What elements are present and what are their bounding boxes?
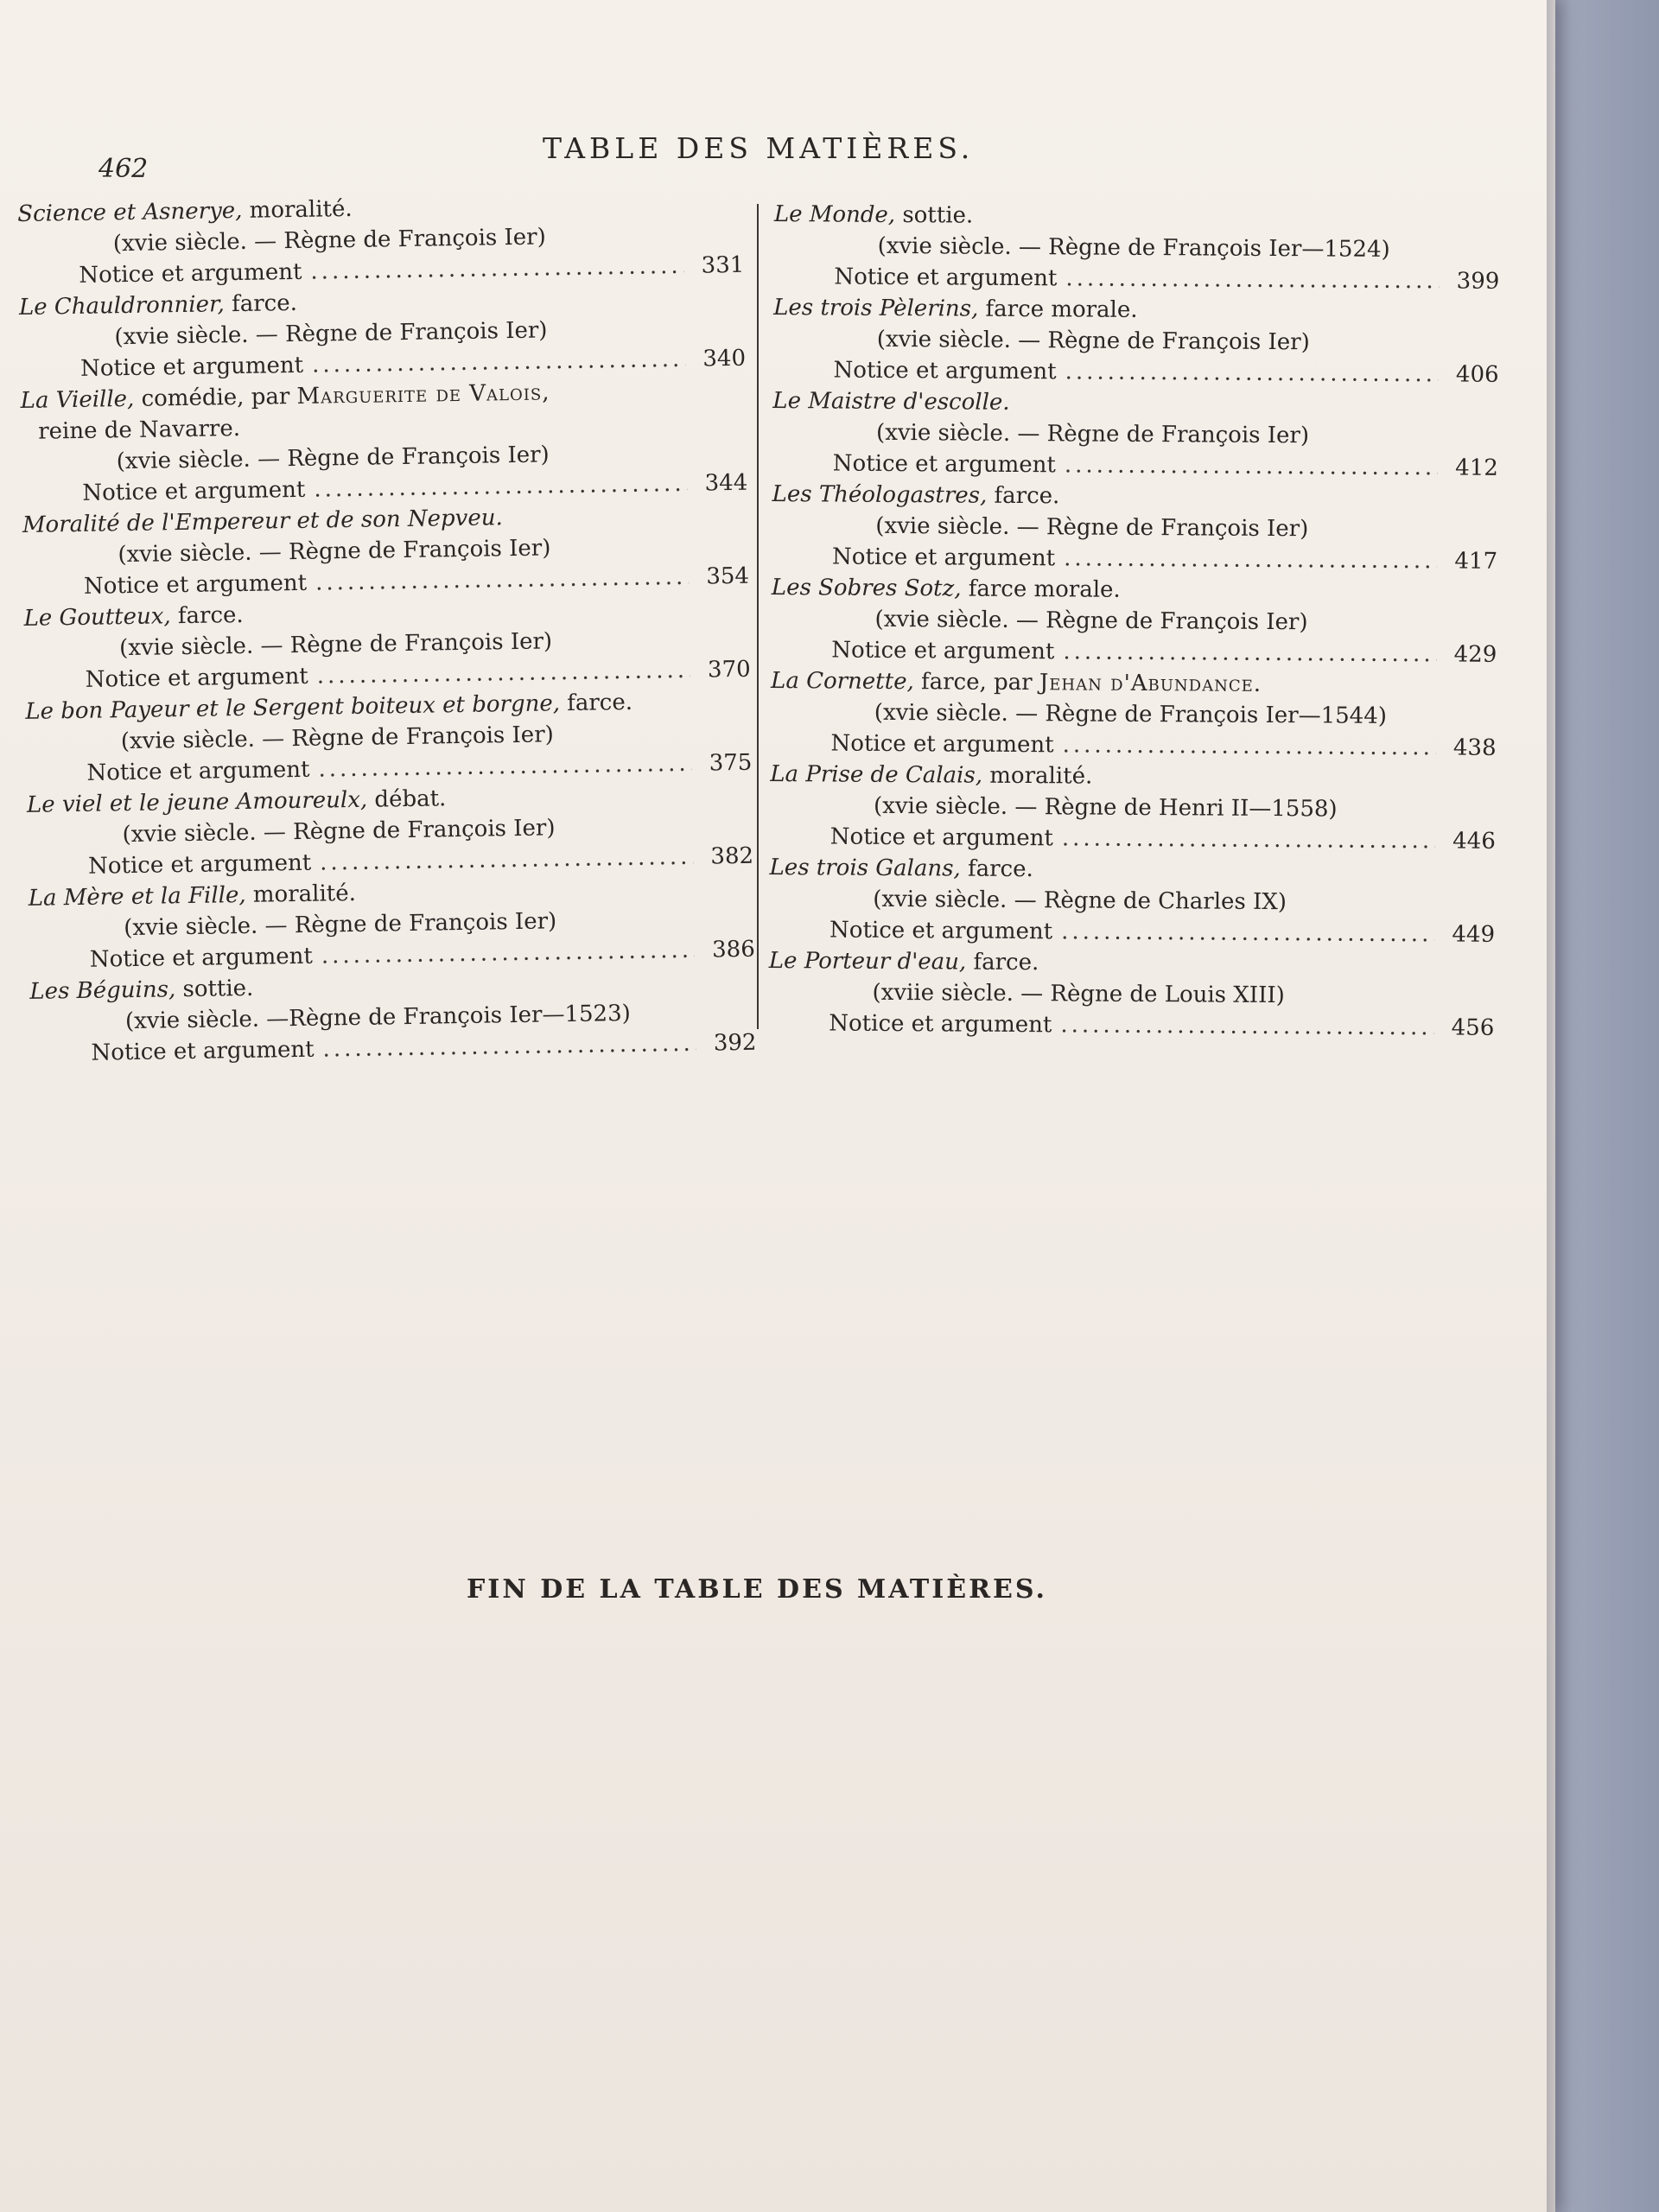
entry-genre: farce morale. [978, 296, 1138, 323]
notice-label: Notice et argument [831, 637, 1055, 665]
entry-genre: moralité. [242, 195, 353, 224]
toc-entry [772, 479, 1498, 577]
end-note: FIN DE LA TABLE DES MATIÈRES. [467, 1574, 1047, 1605]
toc-entry [19, 281, 747, 385]
entry-genre: débat. [366, 785, 447, 813]
entry-genre: sottie. [175, 975, 254, 1003]
entry-title-line [769, 945, 1495, 982]
entry-genre: farce. [224, 289, 298, 318]
dot-leader [1064, 543, 1437, 576]
dot-leader [1061, 916, 1434, 950]
toc-entry [25, 685, 753, 790]
entry-title: Les Théologastres, [772, 480, 988, 509]
entry-title: Les Sobres Sotz, [771, 574, 962, 602]
entry-reign: (xvie siècle. — Règne de François Ier) [116, 442, 550, 475]
notice-label: Notice et argument [833, 357, 1057, 385]
notice-label: Notice et argument [834, 264, 1058, 292]
entry-genre: comédie, par [134, 383, 297, 412]
entry-genre: moralité. [982, 762, 1093, 790]
entry-notice-line [772, 448, 1498, 484]
notice-label: Notice et argument [832, 450, 1057, 479]
dot-leader [322, 1028, 696, 1065]
entry-page-number: 382 [710, 842, 754, 870]
entry-genre: moralité. [245, 880, 357, 908]
dot-leader [1065, 449, 1438, 483]
entry-title: Le Porteur d'eau, [768, 947, 967, 976]
entry-page-number: 417 [1454, 548, 1498, 575]
entry-page-number: 429 [1453, 641, 1497, 668]
dot-leader [312, 344, 685, 381]
entry-page-number: 386 [711, 936, 755, 963]
entry-reign: (xvie siècle. — Règne de François Ier—1544) [874, 699, 1388, 729]
entry-notice-line [770, 728, 1496, 764]
entry-title-line [771, 665, 1497, 702]
entry-genre: farce. [170, 601, 244, 630]
entry-title: La Cornette, [770, 667, 914, 696]
entry-genre: farce, par [913, 669, 1040, 696]
notice-label: Notice et argument [830, 823, 1053, 852]
entry-reign: (xvie siècle. —Règne de François Ier—1523) [124, 1000, 631, 1035]
entry-genre: farce. [559, 689, 633, 717]
toc-entry [768, 945, 1495, 1044]
notice-label: Notice et argument [91, 1036, 315, 1066]
notice-label: Notice et argument [89, 943, 314, 973]
right-column [768, 199, 1500, 1044]
entry-page-number: 354 [706, 563, 750, 590]
notice-label: Notice et argument [82, 476, 306, 506]
entry-title-line [772, 572, 1497, 608]
toc-entry [772, 292, 1499, 391]
dot-leader [310, 251, 683, 288]
entry-title: Les trois Galans, [769, 854, 961, 882]
entry-reign: (xvie siècle. — Règne de François Ier) [875, 512, 1309, 543]
entry-reign: (xvie siècle. — Règne de François Ier) [120, 721, 555, 755]
entry-title: La Vieille, [20, 385, 135, 414]
entry-page-number: 438 [1452, 734, 1497, 761]
entry-title-line [772, 385, 1498, 422]
entry-title-line [774, 199, 1500, 235]
entry-notice-line [771, 634, 1497, 671]
page-number: 462 [99, 154, 149, 184]
entry-title: La Prise de Calais, [770, 760, 983, 789]
running-head: TABLE DES MATIÈRES. [543, 131, 975, 165]
entry-reign: (xvie siècle. — Règne de François Ier) [122, 815, 556, 849]
entry-reign: (xvie siècle. — Règne de François Ier) [114, 317, 548, 351]
dot-leader [315, 562, 689, 599]
left-column [17, 188, 757, 1070]
entry-page-number: 340 [702, 345, 747, 372]
entry-notice-line [768, 1007, 1494, 1044]
notice-label: Notice et argument [832, 543, 1056, 572]
entry-reign: (xvie siècle. — Règne de François Ier—1524) [877, 232, 1390, 263]
notice-label: Notice et argument [79, 258, 302, 289]
notice-label: Notice et argument [830, 730, 1054, 759]
entry-title: Le Goutteux, [23, 603, 171, 632]
entry-title: Science et Asnerye, [17, 197, 243, 227]
entry-title: Moralité de l'Empereur et de son Nepveu. [22, 505, 503, 538]
entry-title: Les trois Pèlerins, [773, 294, 979, 322]
entry-page-number: 392 [713, 1029, 757, 1057]
entry-title: Les Béguins, [29, 976, 176, 1005]
entry-reign: (xvie siècle. — Règne de François Ier) [124, 908, 557, 942]
entry-reign: (xvie siècle. — Règne de François Ier) [876, 326, 1310, 356]
page-edge-shadow [1547, 0, 1573, 2212]
entry-title: Le Chauldronnier, [18, 291, 226, 321]
entry-notice-line [772, 354, 1498, 391]
entry-genre: farce. [960, 855, 1033, 883]
entry-genre: farce. [987, 482, 1060, 510]
entry-title: Le viel et le jeune Amoureulx, [26, 786, 368, 818]
toc-entry [28, 872, 755, 976]
entry-title: Le bon Payeur et le Sergent boiteux et borgne, [25, 690, 561, 725]
toc-entry [23, 592, 751, 696]
entry-genre: farce. [966, 949, 1039, 976]
toc-entry [769, 852, 1496, 950]
dot-leader [1063, 636, 1436, 670]
dot-leader [320, 842, 693, 879]
notice-label: Notice et argument [86, 756, 310, 786]
notice-label: Notice et argument [829, 1010, 1052, 1039]
entry-title: Le Monde, [773, 200, 896, 228]
notice-label: Notice et argument [85, 663, 309, 693]
entry-reign: (xvie siècle. — Règne de François Ier) [112, 224, 546, 257]
toc-entry [770, 665, 1497, 764]
notice-label: Notice et argument [83, 569, 308, 600]
toc-entry [20, 374, 747, 510]
entry-reign: (xvie siècle. — Règne de François Ier) [118, 628, 553, 662]
column-divider [757, 204, 759, 1029]
entry-reign: (xvie siècle. — Règne de Charles IX) [873, 886, 1287, 916]
dot-leader [1065, 356, 1439, 390]
dot-leader [316, 655, 690, 692]
entry-reign: (xvie siècle. — Règne de François Ier) [874, 606, 1308, 636]
entry-notice-line [773, 261, 1499, 297]
entry-title-line [772, 479, 1497, 515]
entry-page-number: 375 [709, 749, 753, 777]
entry-page-number: 449 [1452, 921, 1496, 948]
entry-title: Le Maistre d'escolle. [772, 387, 1010, 416]
toc-entry [770, 759, 1497, 857]
toc-entry [22, 499, 750, 603]
entry-page-number: 399 [1456, 268, 1500, 295]
entry-title: La Mère et la Fille, [28, 881, 246, 912]
entry-page-number: 446 [1452, 828, 1496, 855]
dot-leader [321, 935, 695, 972]
entry-title-line [773, 292, 1499, 328]
notice-label: Notice et argument [87, 849, 312, 880]
entry-author: Jehan d'Abundance. [1039, 670, 1262, 697]
dot-leader [1062, 823, 1435, 856]
toc-entry [27, 779, 754, 883]
notice-label: Notice et argument [79, 352, 304, 382]
entry-reign: (xvie siècle. — Règne de François Ier) [118, 535, 551, 569]
entry-notice-line [772, 541, 1497, 577]
entry-reign: (xvie siècle. — Règne de François Ier) [876, 419, 1310, 449]
toc-entry [773, 199, 1500, 297]
toc-entry [17, 188, 745, 292]
toc-entry [772, 385, 1499, 484]
entry-notice-line [770, 821, 1496, 857]
dot-leader [314, 468, 687, 505]
entry-page-number: 331 [701, 251, 745, 279]
toc-entry [771, 572, 1497, 671]
entry-page-number: 412 [1455, 454, 1498, 481]
entry-reign: (xvie siècle. — Règne de Henri II—1558) [873, 792, 1338, 823]
dot-leader [1065, 263, 1439, 296]
dot-leader [1060, 1009, 1433, 1043]
entry-author: Marguerite de Valois, [296, 379, 550, 410]
toc-entry [29, 965, 757, 1070]
entry-title-line [770, 759, 1496, 795]
entry-reign: (xviie siècle. — Règne de Louis XIII) [872, 979, 1285, 1009]
entry-genre: sottie. [895, 201, 974, 229]
entry-title-line [769, 852, 1495, 888]
dot-leader [318, 748, 691, 785]
dot-leader [1063, 729, 1436, 763]
entry-page-number: 406 [1455, 361, 1499, 388]
entry-title-continuation: reine de Navarre. [38, 415, 241, 445]
entry-page-number: 344 [704, 469, 748, 497]
entry-page-number: 456 [1451, 1014, 1495, 1041]
notice-label: Notice et argument [829, 917, 1053, 945]
entry-page-number: 370 [707, 656, 751, 683]
entry-notice-line [769, 914, 1495, 950]
entry-genre: farce morale. [961, 575, 1121, 603]
